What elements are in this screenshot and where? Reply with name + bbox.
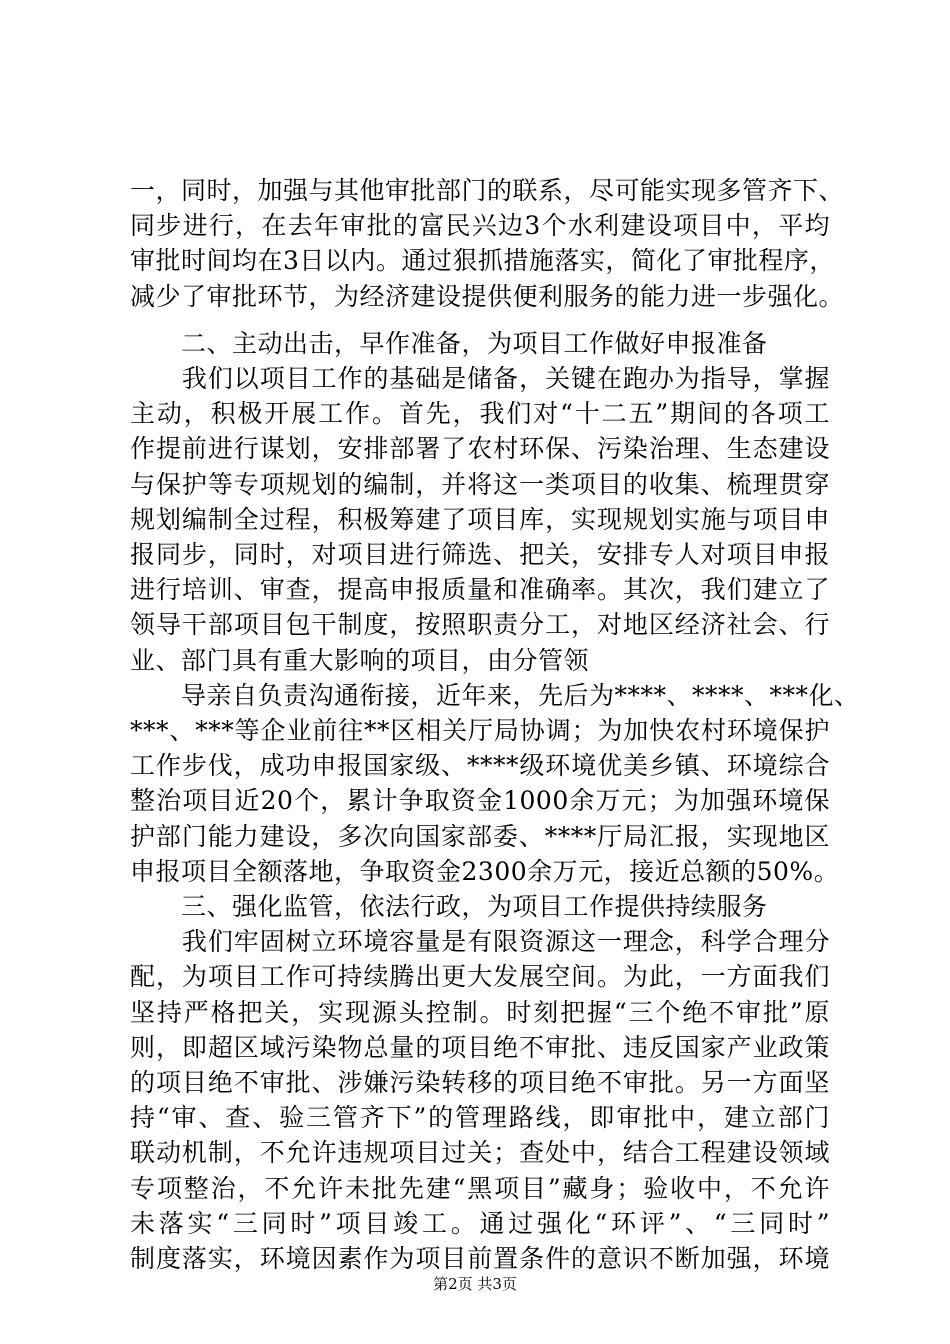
body-line: 规划编制全过程，积极筹建了项目库，实现规划实施与项目申 bbox=[130, 505, 830, 534]
body-line: 同步进行，在去年审批的富民兴边3个水利建设项目中，平均 bbox=[130, 211, 830, 240]
body-line: 我们牢固树立环境容量是有限资源这一理念，科学合理分 bbox=[130, 927, 830, 956]
section-heading: 二、主动出击，早作准备，为项目工作做好申报准备 bbox=[130, 329, 768, 358]
body-line: 的项目绝不审批、涉嫌污染转移的项目绝不审批。另一方面坚 bbox=[130, 1068, 830, 1097]
body-line: 整治项目近20个，累计争取资金1000余万元；为加强环境保 bbox=[130, 786, 830, 815]
body-line: 制度落实，环境因素作为项目前置条件的意识不断加强，环境 bbox=[130, 1244, 830, 1273]
body-line: 主动，积极开展工作。首先，我们对“十二五”期间的各项工 bbox=[130, 399, 830, 428]
body-line: 审批时间均在3日以内。通过狠抓措施落实，简化了审批程序， bbox=[130, 246, 835, 275]
body-line: 护部门能力建设，多次向国家部委、****厅局汇报，实现地区 bbox=[130, 822, 830, 851]
section-heading: 三、强化监管，依法行政，为项目工作提供持续服务 bbox=[130, 892, 768, 921]
body-line: ***、***等企业前往**区相关厅局协调；为加快农村环境保护 bbox=[130, 716, 830, 745]
body-line: 联动机制，不允许违规项目过关；查处中，结合工程建设领域 bbox=[130, 1138, 830, 1167]
body-line: 进行培训、审查，提高申报质量和准确率。其次，我们建立了 bbox=[130, 575, 830, 604]
body-line: 配，为项目工作可持续腾出更大发展空间。为此，一方面我们 bbox=[130, 962, 830, 991]
body-line: 减少了审批环节，为经济建设提供便利服务的能力进一步强化。 bbox=[130, 282, 845, 311]
body-line: 则，即超区域污染物总量的项目绝不审批、违反国家产业政策 bbox=[130, 1033, 830, 1062]
body-line: 坚持严格把关，实现源头控制。时刻把握“三个绝不审批”原 bbox=[130, 998, 830, 1027]
body-line: 与保护等专项规划的编制，并将这一类项目的收集、梳理贯穿 bbox=[130, 470, 830, 499]
body-line: 一，同时，加强与其他审批部门的联系，尽可能实现多管齐下、 bbox=[130, 176, 845, 205]
body-line: 业、部门具有重大影响的项目，由分管领 bbox=[130, 646, 590, 675]
body-line: 报同步，同时，对项目进行筛选、把关，安排专人对项目申报 bbox=[130, 540, 830, 569]
body-line: 持“审、查、验三管齐下”的管理路线，即审批中，建立部门 bbox=[130, 1103, 830, 1132]
body-line: 导亲自负责沟通衔接，近年来，先后为****、****、***化、 bbox=[130, 681, 860, 710]
body-line: 领导干部项目包干制度，按照职责分工，对地区经济社会、行 bbox=[130, 610, 830, 639]
page-footer: 第2页 共3页 bbox=[433, 1275, 517, 1293]
body-line: 申报项目全额落地，争取资金2300余万元，接近总额的50%。 bbox=[130, 857, 840, 886]
body-line: 工作步伐，成功申报国家级、****级环境优美乡镇、环境综合 bbox=[130, 751, 830, 780]
body-line: 作提前进行谋划，安排部署了农村环保、污染治理、生态建设 bbox=[130, 434, 830, 463]
body-line: 未落实“三同时”项目竣工。通过强化“环评”、“三同时” bbox=[130, 1209, 830, 1238]
body-line: 我们以项目工作的基础是储备，关键在跑办为指导，掌握 bbox=[130, 364, 830, 393]
body-line: 专项整治，不允许未批先建“黑项目”藏身；验收中，不允许 bbox=[130, 1174, 830, 1203]
